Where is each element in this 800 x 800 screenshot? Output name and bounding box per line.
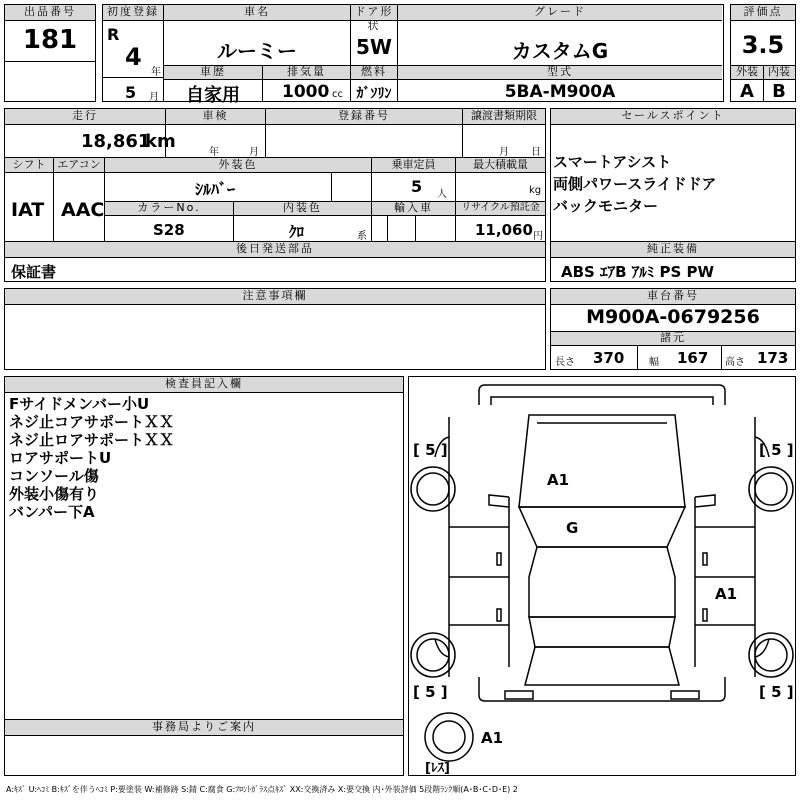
lot-number-box xyxy=(4,4,96,102)
shift-label: シフト xyxy=(5,158,53,173)
inspector-note: バンパー下A xyxy=(9,503,95,521)
inspector-label: 検査員記入欄 xyxy=(5,377,403,393)
inspector-note: ネジ止コアサポートＸＸ xyxy=(9,413,175,431)
displacement-value: 1000 xyxy=(282,82,330,102)
mileage-value: 18,861 xyxy=(81,131,151,152)
month-unit: 月 xyxy=(149,92,159,103)
year-unit: 年 xyxy=(151,67,161,78)
inspector-note: コンソール傷 xyxy=(9,467,99,485)
details-box xyxy=(4,108,546,282)
score-label: 評価点 xyxy=(731,5,795,21)
vehicle-info-box xyxy=(164,4,724,106)
exterior-label: 外装 xyxy=(731,66,763,80)
car-diagram-box xyxy=(408,376,796,776)
color-no-label: カラーNo. xyxy=(105,202,233,216)
sales-point-box xyxy=(550,108,796,282)
inspection-year-unit: 年 xyxy=(209,147,219,158)
km-unit: km xyxy=(145,131,176,152)
history-label: 車歴 xyxy=(164,66,262,80)
damage-mark-windshield: G xyxy=(566,519,579,537)
interior-score: B xyxy=(772,81,786,102)
score-value: 3.5 xyxy=(741,31,785,59)
ext-color-value: ｼﾙﾊﾞｰ xyxy=(194,180,235,199)
fuel-value: ｶﾞｿﾘﾝ xyxy=(356,86,392,102)
persons-unit: 人 xyxy=(437,189,447,200)
length-value: 370 xyxy=(593,349,625,367)
reg-no-label: 登録番号 xyxy=(266,109,462,125)
cc-unit: cc xyxy=(332,89,343,100)
car-name-value: ルーミー xyxy=(217,39,297,63)
inspector-note: Fサイドメンバー小U xyxy=(9,395,150,413)
tire-tread-rear-right: [ 5 ] xyxy=(759,683,794,701)
kg-unit: kg xyxy=(529,185,542,196)
deadline-month-unit: 月 xyxy=(499,147,509,158)
sales-point-item: バックモニター xyxy=(553,197,659,215)
lot-number-label: 出品番号 xyxy=(5,5,95,21)
model-code-label: 型式 xyxy=(398,66,722,80)
deadline-day-unit: 日 xyxy=(531,147,541,158)
damage-mark-right-door: A1 xyxy=(715,585,738,603)
history-value: 自家用 xyxy=(186,85,240,106)
legend-text: A:ｷｽﾞ U:ﾍｺﾐ B:ｷｽﾞを伴うﾍｺﾐ P:要塗装 W:補修跡 S:錆 C:腐食 G:ﾌﾛﾝﾄｶﾞﾗｽ点ｷｽﾞ XX:交換済み X:要交換 内･外装評価 5段階ﾗﾝｸ順(A･B･C･D･E) 2 xyxy=(6,785,518,794)
width-value: 167 xyxy=(677,349,709,367)
shift-value: IAT xyxy=(11,199,45,221)
era-value: R xyxy=(107,25,120,44)
first-registration-box xyxy=(102,4,164,102)
notes-label: 注意事項欄 xyxy=(5,289,545,305)
fuel-label: 燃料 xyxy=(351,66,397,80)
sales-point-list xyxy=(553,151,716,217)
max-load-label: 最大積載量 xyxy=(456,158,545,173)
aircon-label: エアコン xyxy=(54,158,104,173)
ext-color-label: 外装色 xyxy=(105,158,371,173)
aircon-value: AAC xyxy=(61,199,105,221)
capacity-value: 5 xyxy=(411,177,423,196)
mileage-label: 走行 xyxy=(5,109,165,125)
dims-label: 諸元 xyxy=(551,332,795,346)
exterior-score: A xyxy=(740,81,754,102)
lot-number-value: 181 xyxy=(22,25,78,55)
later-parts-value: 保証書 xyxy=(11,263,57,281)
recycle-value: 11,060 xyxy=(475,221,533,239)
sales-point-item: 両側パワースライドドア xyxy=(553,175,717,193)
damage-mark-rear-bumper: A1 xyxy=(481,729,504,747)
sales-point-item: スマートアシスト xyxy=(553,153,672,171)
width-label: 幅 xyxy=(649,357,659,368)
inspector-box xyxy=(4,376,404,776)
chassis-no-value: M900A-0679256 xyxy=(586,306,760,328)
recycle-label: リサイクル預託金 xyxy=(456,202,545,216)
color-no-value: S28 xyxy=(153,221,185,239)
length-label: 長さ xyxy=(555,357,575,368)
notes-box xyxy=(4,288,546,370)
height-value: 173 xyxy=(757,349,789,367)
inspector-note: ネジ止ロアサポートＸＸ xyxy=(9,431,175,449)
damage-mark-hood: A1 xyxy=(547,471,570,489)
standard-equip-label: 純正装備 xyxy=(551,242,795,258)
grade-label: グレード xyxy=(398,5,722,21)
inspection-month-unit: 月 xyxy=(249,147,259,158)
chassis-box xyxy=(550,288,796,370)
registration-year-value: 4 xyxy=(125,43,142,71)
yen-unit: 円 xyxy=(533,231,543,242)
inspector-notes-list xyxy=(9,395,174,521)
office-label: 事務局よりご案内 xyxy=(5,720,403,736)
inspection-label: 車検 xyxy=(166,109,265,125)
tire-tread-front-left: [ 5 ] xyxy=(413,441,448,459)
transfer-deadline-label: 譲渡書類期限 xyxy=(463,109,545,125)
spare-tire-label: [ﾚｽ] xyxy=(425,761,450,776)
import-label: 輸入車 xyxy=(372,202,455,216)
tire-tread-rear-left: [ 5 ] xyxy=(413,683,448,701)
standard-equip-value: ABS ｴｱB ｱﾙﾐ PS PW xyxy=(561,263,715,281)
interior-label: 内装 xyxy=(763,66,795,80)
displacement-label: 排気量 xyxy=(263,66,350,80)
later-parts-label: 後日発送部品 xyxy=(5,242,545,258)
chassis-no-label: 車台番号 xyxy=(551,289,795,305)
car-diagram xyxy=(409,377,795,775)
sales-point-label: セールスポイント xyxy=(551,109,795,125)
score-box xyxy=(730,4,796,102)
door-label: ドア形状 xyxy=(351,5,397,21)
car-name-label: 車名 xyxy=(164,5,350,21)
int-color-label: 内装色 xyxy=(234,202,371,216)
model-code-value: 5BA-M900A xyxy=(504,82,616,102)
int-color-value: ｸﾛ xyxy=(289,223,305,241)
inspector-note: ロアサポートU xyxy=(9,449,112,467)
capacity-label: 乗車定員 xyxy=(372,158,455,173)
grade-value: カスタムG xyxy=(511,39,609,63)
first-registration-label: 初度登録 xyxy=(103,5,163,21)
inspector-note: 外装小傷有り xyxy=(9,485,100,503)
kei-unit: 系 xyxy=(357,231,367,242)
height-label: 高さ xyxy=(725,357,745,368)
door-value: 5W xyxy=(356,35,392,59)
tire-tread-front-right: [ 5 ] xyxy=(759,441,794,459)
registration-month-value: 5 xyxy=(125,83,137,102)
